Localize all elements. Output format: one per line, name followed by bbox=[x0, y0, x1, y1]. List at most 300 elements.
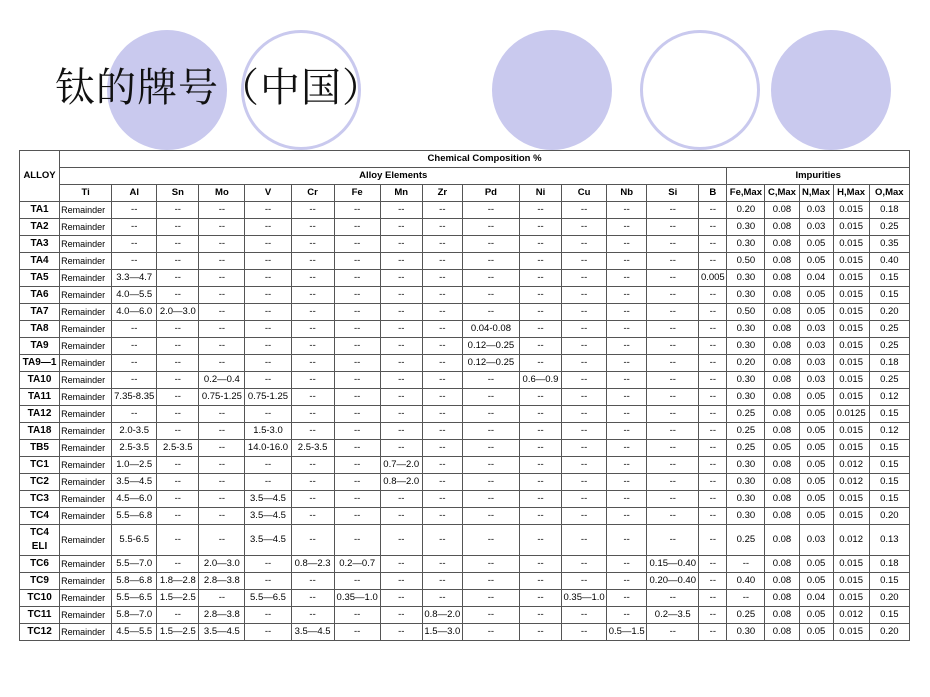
table-cell: -- bbox=[699, 202, 727, 219]
table-cell: -- bbox=[334, 372, 380, 389]
table-cell: -- bbox=[699, 389, 727, 406]
table-cell: -- bbox=[647, 508, 699, 525]
table-cell: 0.12 bbox=[869, 423, 909, 440]
table-cell: -- bbox=[647, 287, 699, 304]
table-cell: -- bbox=[422, 202, 462, 219]
table-cell: Remainder bbox=[60, 304, 112, 321]
table-cell: 1.8—2.8 bbox=[157, 573, 199, 590]
table-cell: -- bbox=[245, 607, 291, 624]
table-cell: -- bbox=[199, 304, 245, 321]
table-cell: 0.015 bbox=[833, 440, 869, 457]
table-cell: -- bbox=[422, 372, 462, 389]
table-cell: 3.5—4.5 bbox=[199, 624, 245, 641]
table-cell: 0.25 bbox=[727, 406, 765, 423]
table-cell: 0.05 bbox=[799, 406, 833, 423]
table-cell: 0.08 bbox=[765, 457, 799, 474]
table-cell: -- bbox=[422, 457, 462, 474]
table-cell: -- bbox=[380, 508, 422, 525]
table-cell: -- bbox=[245, 372, 291, 389]
table-cell: 0.08 bbox=[765, 372, 799, 389]
table-cell: 0.05 bbox=[799, 573, 833, 590]
table-cell: -- bbox=[334, 219, 380, 236]
table-cell: 0.5—1.5 bbox=[607, 624, 647, 641]
table-cell: -- bbox=[380, 406, 422, 423]
table-cell: -- bbox=[607, 607, 647, 624]
table-cell: -- bbox=[334, 440, 380, 457]
table-cell: -- bbox=[562, 525, 607, 556]
table-cell: -- bbox=[199, 491, 245, 508]
table-cell: -- bbox=[199, 590, 245, 607]
table-cell: 0.30 bbox=[727, 508, 765, 525]
table-cell: -- bbox=[380, 355, 422, 372]
table-cell: 3.5—4.5 bbox=[245, 508, 291, 525]
table-row bbox=[20, 525, 910, 556]
table-cell: 0.25 bbox=[727, 525, 765, 556]
table-cell: -- bbox=[380, 590, 422, 607]
table-cell: -- bbox=[699, 573, 727, 590]
table-cell: -- bbox=[562, 253, 607, 270]
table-cell: 0.03 bbox=[799, 372, 833, 389]
table-cell: -- bbox=[291, 607, 334, 624]
table-cell: -- bbox=[462, 270, 519, 287]
table-cell: 0.50 bbox=[727, 253, 765, 270]
table-cell: -- bbox=[334, 607, 380, 624]
column-header: Ni bbox=[519, 185, 561, 202]
table-cell: -- bbox=[462, 440, 519, 457]
table-cell: -- bbox=[562, 457, 607, 474]
table-cell: -- bbox=[462, 457, 519, 474]
table-cell: 0.015 bbox=[833, 423, 869, 440]
table-cell: 0.03 bbox=[799, 202, 833, 219]
table-row bbox=[20, 406, 910, 423]
table-cell: Remainder bbox=[60, 202, 112, 219]
table-cell: 0.08 bbox=[765, 304, 799, 321]
table-cell: 0.08 bbox=[765, 321, 799, 338]
table-cell: 1.5-3.0 bbox=[245, 423, 291, 440]
table-cell: -- bbox=[291, 406, 334, 423]
table-cell: 0.18 bbox=[869, 355, 909, 372]
table-cell: -- bbox=[380, 624, 422, 641]
alloy-name-cell: TC1 bbox=[20, 457, 60, 474]
table-cell: -- bbox=[562, 338, 607, 355]
table-cell: -- bbox=[699, 338, 727, 355]
table-cell: -- bbox=[334, 355, 380, 372]
table-cell: -- bbox=[157, 355, 199, 372]
table-cell: -- bbox=[334, 406, 380, 423]
table-cell: 4.0—5.5 bbox=[112, 287, 157, 304]
alloy-name-cell: TA1 bbox=[20, 202, 60, 219]
table-cell: -- bbox=[422, 525, 462, 556]
table-cell: -- bbox=[462, 202, 519, 219]
table-cell: 0.08 bbox=[765, 236, 799, 253]
table-cell: -- bbox=[422, 491, 462, 508]
table-cell: -- bbox=[245, 321, 291, 338]
table-cell: -- bbox=[422, 338, 462, 355]
table-cell: -- bbox=[291, 525, 334, 556]
table-cell: 0.05 bbox=[765, 440, 799, 457]
table-cell: -- bbox=[607, 573, 647, 590]
table-cell: -- bbox=[334, 389, 380, 406]
table-cell: -- bbox=[562, 556, 607, 573]
table-cell: 2.5-3.5 bbox=[157, 440, 199, 457]
column-header: N,Max bbox=[799, 185, 833, 202]
table-cell: -- bbox=[245, 355, 291, 372]
table-cell: -- bbox=[199, 423, 245, 440]
table-cell: 0.20 bbox=[869, 304, 909, 321]
table-cell: 0.12 bbox=[869, 389, 909, 406]
table-cell: 0.015 bbox=[833, 573, 869, 590]
table-cell: -- bbox=[380, 525, 422, 556]
column-header: Cu bbox=[562, 185, 607, 202]
table-cell: 2.8—3.8 bbox=[199, 607, 245, 624]
alloy-name-cell: TC3 bbox=[20, 491, 60, 508]
chem-composition-header: Chemical Composition % bbox=[60, 151, 910, 168]
table-cell: 0.08 bbox=[765, 270, 799, 287]
table-cell: -- bbox=[699, 423, 727, 440]
table-cell: -- bbox=[647, 440, 699, 457]
table-cell: -- bbox=[699, 508, 727, 525]
table-cell: 0.08 bbox=[765, 624, 799, 641]
table-row bbox=[20, 321, 910, 338]
table-cell: 0.015 bbox=[833, 590, 869, 607]
table-cell: -- bbox=[157, 474, 199, 491]
table-cell: -- bbox=[462, 253, 519, 270]
table-cell: -- bbox=[607, 457, 647, 474]
table-cell: 5.5—6.5 bbox=[245, 590, 291, 607]
table-cell: -- bbox=[422, 253, 462, 270]
table-row bbox=[20, 573, 910, 590]
table-cell: 0.2—0.7 bbox=[334, 556, 380, 573]
table-cell: 0.0125 bbox=[833, 406, 869, 423]
table-cell: 0.30 bbox=[727, 457, 765, 474]
table-cell: 3.5—4.5 bbox=[245, 491, 291, 508]
table-cell: -- bbox=[562, 304, 607, 321]
table-cell: -- bbox=[519, 202, 561, 219]
table-cell: -- bbox=[562, 508, 607, 525]
table-cell: -- bbox=[291, 372, 334, 389]
table-cell: 0.08 bbox=[765, 525, 799, 556]
table-cell: 0.25 bbox=[869, 338, 909, 355]
table-cell: 0.8—2.0 bbox=[380, 474, 422, 491]
table-cell: 0.15 bbox=[869, 406, 909, 423]
table-cell: Remainder bbox=[60, 457, 112, 474]
table-cell: -- bbox=[727, 590, 765, 607]
table-cell: 0.18 bbox=[869, 556, 909, 573]
table-row bbox=[20, 236, 910, 253]
table-cell: Remainder bbox=[60, 440, 112, 457]
alloy-name-cell: TA9—1 bbox=[20, 355, 60, 372]
table-cell: -- bbox=[291, 573, 334, 590]
table-row bbox=[20, 219, 910, 236]
alloy-name-cell: TC4 ELI bbox=[20, 525, 60, 556]
table-cell: -- bbox=[380, 202, 422, 219]
table-cell: -- bbox=[519, 607, 561, 624]
table-cell: -- bbox=[562, 406, 607, 423]
table-cell: 0.18 bbox=[869, 202, 909, 219]
table-cell: 2.8—3.8 bbox=[199, 573, 245, 590]
table-cell: 0.05 bbox=[799, 389, 833, 406]
table-cell: 0.04-0.08 bbox=[462, 321, 519, 338]
table-cell: 0.08 bbox=[765, 573, 799, 590]
table-cell: -- bbox=[291, 590, 334, 607]
table-cell: 3.3—4.7 bbox=[112, 270, 157, 287]
table-cell: -- bbox=[199, 440, 245, 457]
table-cell: 0.75-1.25 bbox=[199, 389, 245, 406]
table-cell: -- bbox=[199, 287, 245, 304]
table-cell: 0.25 bbox=[727, 423, 765, 440]
table-cell: Remainder bbox=[60, 253, 112, 270]
table-cell: 0.05 bbox=[799, 423, 833, 440]
table-cell: -- bbox=[519, 287, 561, 304]
table-cell: 0.25 bbox=[869, 321, 909, 338]
table-cell: 4.0—6.0 bbox=[112, 304, 157, 321]
table-cell: 0.40 bbox=[727, 573, 765, 590]
table-cell: 0.20 bbox=[727, 355, 765, 372]
table-cell: -- bbox=[699, 253, 727, 270]
table-cell: -- bbox=[245, 406, 291, 423]
table-cell: -- bbox=[291, 423, 334, 440]
table-cell: 0.05 bbox=[799, 508, 833, 525]
table-cell: -- bbox=[647, 372, 699, 389]
table-row bbox=[20, 508, 910, 525]
column-header: V bbox=[245, 185, 291, 202]
table-cell: -- bbox=[519, 525, 561, 556]
table-cell: -- bbox=[112, 355, 157, 372]
table-cell: -- bbox=[291, 202, 334, 219]
table-row bbox=[20, 624, 910, 641]
table-cell: -- bbox=[562, 219, 607, 236]
table-cell: 1.5—2.5 bbox=[157, 624, 199, 641]
table-cell: 0.03 bbox=[799, 355, 833, 372]
decorative-circle-4 bbox=[640, 30, 760, 150]
table-cell: -- bbox=[380, 423, 422, 440]
table-cell: 0.35—1.0 bbox=[334, 590, 380, 607]
table-cell: 0.15 bbox=[869, 491, 909, 508]
table-cell: -- bbox=[699, 304, 727, 321]
table-row bbox=[20, 270, 910, 287]
table-cell: -- bbox=[157, 491, 199, 508]
table-cell: 0.05 bbox=[799, 624, 833, 641]
table-cell: -- bbox=[607, 525, 647, 556]
table-cell: -- bbox=[380, 491, 422, 508]
table-row bbox=[20, 423, 910, 440]
table-cell: -- bbox=[647, 474, 699, 491]
table-cell: -- bbox=[607, 491, 647, 508]
table-cell: -- bbox=[562, 491, 607, 508]
table-cell: 0.30 bbox=[727, 338, 765, 355]
table-cell: 5.5—6.8 bbox=[112, 508, 157, 525]
table-cell: -- bbox=[562, 202, 607, 219]
table-cell: 0.04 bbox=[799, 270, 833, 287]
table-cell: -- bbox=[647, 406, 699, 423]
table-cell: -- bbox=[519, 624, 561, 641]
table-cell: -- bbox=[380, 372, 422, 389]
table-cell: -- bbox=[519, 573, 561, 590]
table-cell: 0.05 bbox=[799, 236, 833, 253]
composition-table-container bbox=[19, 150, 910, 641]
alloy-name-cell: TA6 bbox=[20, 287, 60, 304]
table-cell: -- bbox=[199, 321, 245, 338]
table-cell: -- bbox=[199, 474, 245, 491]
table-cell: 0.08 bbox=[765, 355, 799, 372]
table-cell: -- bbox=[607, 236, 647, 253]
table-cell: -- bbox=[607, 355, 647, 372]
table-cell: 0.012 bbox=[833, 607, 869, 624]
table-cell: -- bbox=[519, 253, 561, 270]
table-cell: Remainder bbox=[60, 590, 112, 607]
table-cell: -- bbox=[422, 321, 462, 338]
table-cell: 0.08 bbox=[765, 338, 799, 355]
table-cell: -- bbox=[380, 321, 422, 338]
table-cell: 0.15 bbox=[869, 474, 909, 491]
table-cell: -- bbox=[157, 389, 199, 406]
composition-table bbox=[19, 150, 910, 641]
table-cell: -- bbox=[199, 338, 245, 355]
table-cell: 0.015 bbox=[833, 270, 869, 287]
table-cell: 0.03 bbox=[799, 338, 833, 355]
table-cell: 0.20 bbox=[869, 590, 909, 607]
table-cell: -- bbox=[607, 202, 647, 219]
table-cell: -- bbox=[519, 219, 561, 236]
table-cell: 0.7—2.0 bbox=[380, 457, 422, 474]
column-header: Si bbox=[647, 185, 699, 202]
table-cell: -- bbox=[562, 355, 607, 372]
table-cell: 0.08 bbox=[765, 508, 799, 525]
table-cell: -- bbox=[647, 389, 699, 406]
table-cell: 0.05 bbox=[799, 304, 833, 321]
table-cell: -- bbox=[245, 236, 291, 253]
table-cell: 0.015 bbox=[833, 372, 869, 389]
table-cell: -- bbox=[291, 338, 334, 355]
table-cell: -- bbox=[607, 304, 647, 321]
table-cell: -- bbox=[334, 624, 380, 641]
table-cell: -- bbox=[519, 270, 561, 287]
table-cell: -- bbox=[462, 556, 519, 573]
table-cell: Remainder bbox=[60, 321, 112, 338]
table-cell: -- bbox=[380, 607, 422, 624]
table-cell: -- bbox=[157, 236, 199, 253]
table-cell: -- bbox=[699, 440, 727, 457]
table-cell: -- bbox=[607, 321, 647, 338]
table-cell: -- bbox=[562, 321, 607, 338]
table-cell: 0.30 bbox=[727, 474, 765, 491]
table-cell: -- bbox=[199, 355, 245, 372]
table-cell: -- bbox=[245, 474, 291, 491]
table-cell: -- bbox=[519, 508, 561, 525]
table-cell: 0.08 bbox=[765, 389, 799, 406]
table-cell: -- bbox=[562, 624, 607, 641]
table-cell: -- bbox=[422, 355, 462, 372]
table-cell: -- bbox=[607, 389, 647, 406]
table-cell: -- bbox=[519, 338, 561, 355]
table-cell: -- bbox=[334, 304, 380, 321]
column-header: Pd bbox=[462, 185, 519, 202]
table-cell: 0.30 bbox=[727, 372, 765, 389]
table-cell: -- bbox=[607, 440, 647, 457]
table-cell: 0.05 bbox=[799, 556, 833, 573]
table-cell: 0.15 bbox=[869, 270, 909, 287]
table-cell: -- bbox=[291, 491, 334, 508]
impurities-header: Impurities bbox=[727, 168, 910, 185]
table-cell: -- bbox=[157, 219, 199, 236]
table-cell: -- bbox=[422, 573, 462, 590]
table-cell: -- bbox=[562, 270, 607, 287]
table-cell: -- bbox=[157, 457, 199, 474]
table-cell: -- bbox=[462, 423, 519, 440]
table-cell: 0.15 bbox=[869, 457, 909, 474]
table-cell: 0.08 bbox=[765, 590, 799, 607]
table-cell: -- bbox=[647, 525, 699, 556]
table-cell: 7.35-8.35 bbox=[112, 389, 157, 406]
table-cell: -- bbox=[334, 202, 380, 219]
table-cell: -- bbox=[607, 287, 647, 304]
table-cell: 0.05 bbox=[799, 253, 833, 270]
table-cell: -- bbox=[647, 491, 699, 508]
table-cell: 2.5-3.5 bbox=[112, 440, 157, 457]
table-cell: 0.08 bbox=[765, 607, 799, 624]
table-cell: -- bbox=[462, 389, 519, 406]
alloy-name-cell: TA7 bbox=[20, 304, 60, 321]
decorative-circle-5 bbox=[771, 30, 891, 150]
column-header: Sn bbox=[157, 185, 199, 202]
table-row bbox=[20, 389, 910, 406]
table-cell: -- bbox=[607, 372, 647, 389]
table-cell: -- bbox=[462, 624, 519, 641]
table-cell: -- bbox=[157, 202, 199, 219]
table-cell: -- bbox=[334, 287, 380, 304]
table-cell: 5.8—6.8 bbox=[112, 573, 157, 590]
table-cell: -- bbox=[334, 423, 380, 440]
table-cell: 0.03 bbox=[799, 219, 833, 236]
table-cell: 0.08 bbox=[765, 406, 799, 423]
table-cell: -- bbox=[245, 287, 291, 304]
table-cell: 0.05 bbox=[799, 287, 833, 304]
table-cell: -- bbox=[699, 287, 727, 304]
table-cell: -- bbox=[699, 525, 727, 556]
alloy-name-cell: TC11 bbox=[20, 607, 60, 624]
table-row bbox=[20, 607, 910, 624]
alloy-name-cell: TA9 bbox=[20, 338, 60, 355]
table-cell: 0.30 bbox=[727, 624, 765, 641]
table-cell: -- bbox=[291, 304, 334, 321]
table-cell: -- bbox=[334, 270, 380, 287]
column-header: O,Max bbox=[869, 185, 909, 202]
table-cell: -- bbox=[112, 321, 157, 338]
table-cell: 0.25 bbox=[869, 372, 909, 389]
table-cell: Remainder bbox=[60, 491, 112, 508]
table-cell: -- bbox=[334, 474, 380, 491]
table-cell: -- bbox=[519, 406, 561, 423]
alloy-name-cell: TA8 bbox=[20, 321, 60, 338]
table-cell: 0.20—0.40 bbox=[647, 573, 699, 590]
table-row bbox=[20, 253, 910, 270]
table-cell: -- bbox=[519, 474, 561, 491]
table-cell: Remainder bbox=[60, 219, 112, 236]
table-cell: 0.30 bbox=[727, 236, 765, 253]
table-row bbox=[20, 491, 910, 508]
table-cell: -- bbox=[380, 389, 422, 406]
table-cell: -- bbox=[334, 573, 380, 590]
table-cell: 0.40 bbox=[869, 253, 909, 270]
table-cell: 0.20 bbox=[869, 508, 909, 525]
table-cell: 2.5-3.5 bbox=[291, 440, 334, 457]
table-cell: 0.08 bbox=[765, 491, 799, 508]
table-cell: 0.015 bbox=[833, 338, 869, 355]
table-cell: 0.015 bbox=[833, 236, 869, 253]
table-cell: 2.0—3.0 bbox=[199, 556, 245, 573]
table-cell: 0.30 bbox=[727, 321, 765, 338]
table-cell: -- bbox=[157, 372, 199, 389]
